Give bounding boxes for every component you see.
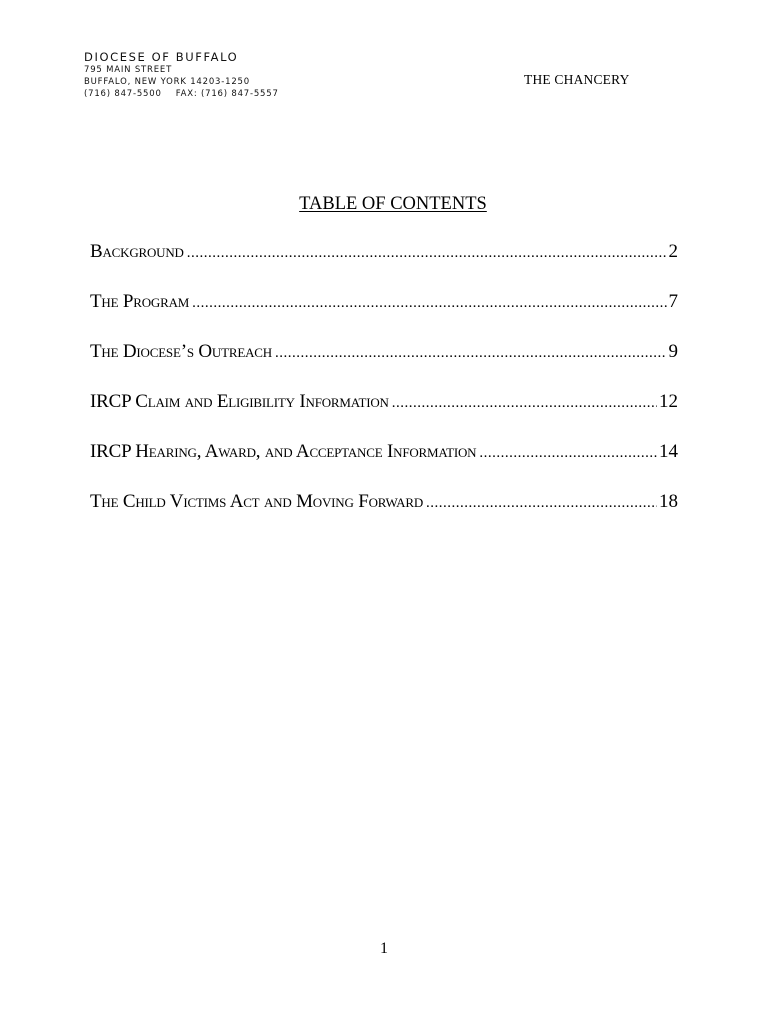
letterhead-phone: (716) 847-5500	[84, 89, 162, 99]
letterhead-contact	[84, 88, 279, 100]
letterhead-city: BUFFALO, NEW YORK 14203-1250	[84, 77, 250, 87]
toc-entry-label: IRCP Hearing, Award, and Acceptance Information	[90, 441, 477, 462]
toc-entry	[90, 441, 678, 491]
toc-entry-label: The Program	[90, 291, 190, 312]
toc-entry-page: 14	[659, 441, 678, 462]
office-name: THE CHANCERY	[524, 72, 630, 87]
toc-leader	[187, 245, 667, 262]
toc-entry-page: 9	[668, 341, 678, 362]
toc-leader	[192, 295, 666, 312]
toc-leader	[479, 445, 657, 462]
toc-entry-label: The Child Victims Act and Moving Forward	[90, 491, 424, 512]
letterhead-organization: DIOCESE OF BUFFALO	[84, 50, 239, 64]
toc-entry-label: IRCP Claim and Eligibility Information	[90, 391, 389, 412]
toc-list	[90, 241, 678, 541]
page-number: 1	[380, 940, 388, 957]
letterhead	[84, 50, 279, 100]
letterhead-street: 795 MAIN STREET	[84, 65, 173, 75]
toc-entry	[90, 391, 678, 441]
toc-entry-label: Background	[90, 241, 184, 262]
toc-entry-page: 18	[659, 491, 678, 512]
toc-entry-page: 2	[668, 241, 678, 262]
toc-entry	[90, 341, 678, 391]
letterhead-fax: FAX: (716) 847-5557	[175, 89, 279, 99]
toc-entry	[90, 241, 678, 291]
toc-leader	[392, 395, 657, 412]
toc-entry-page: 12	[659, 391, 678, 412]
toc-leader	[426, 495, 657, 512]
toc-title: TABLE OF CONTENTS	[299, 194, 487, 214]
toc-entry-page: 7	[668, 291, 678, 312]
toc-leader	[275, 345, 667, 362]
toc-entry	[90, 291, 678, 341]
toc-entry-label: The Diocese’s Outreach	[90, 341, 272, 362]
toc-entry	[90, 491, 678, 541]
